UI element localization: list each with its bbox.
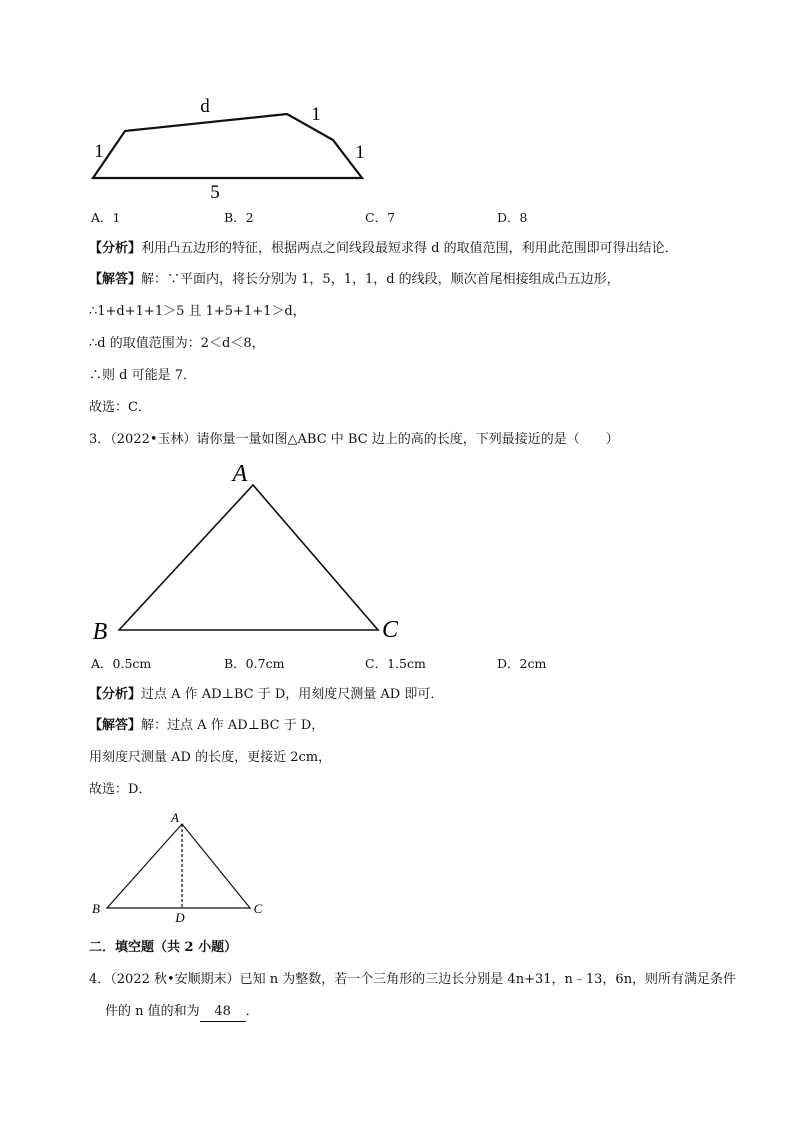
q4-line2-prefix: 件的 n 值的和为 [105, 1004, 200, 1019]
q2-answer-line5: 故选：C． [89, 400, 151, 415]
q2-option-d: D．8 [497, 210, 528, 225]
analysis-text: 过点 A 作 AD⊥BC 于 D，用刻度尺测量 AD 即可． [141, 687, 444, 702]
label-a: A [171, 810, 179, 825]
q4-line2-suffix: ． [245, 1004, 259, 1019]
label-upper-right-1: 1 [311, 104, 321, 125]
triangle-shape [119, 485, 378, 630]
q3-option-d: D．2cm [497, 656, 547, 671]
answer-tag: 【解答】 [89, 718, 142, 733]
q3-answer-line2: 用刻度尺测量 AD 的长度，更接近 2cm， [89, 750, 332, 765]
q2-answer-line2: ∴1+d+1+1＞5 且 1+5+1+1＞d， [89, 304, 306, 319]
small-triangle-shape [107, 824, 250, 908]
q3-analysis [89, 686, 443, 704]
triangle-abc-figure [80, 455, 420, 650]
triangle-altitude-figure [85, 808, 275, 928]
analysis-tag: 【分析】 [89, 687, 142, 702]
q4-answer-blank: 48 [200, 1003, 246, 1022]
q3-option-c: C．1.5cm [365, 656, 426, 671]
q2-analysis [89, 240, 678, 258]
q2-option-b: B．2 [224, 210, 254, 225]
label-a: A [232, 461, 248, 487]
q3-option-a: A．0.5cm [91, 656, 152, 671]
pentagon-figure [80, 90, 380, 210]
label-b: B [92, 901, 100, 916]
q2-answer-line1 [89, 271, 620, 289]
label-c: C [253, 901, 263, 916]
analysis-tag: 【分析】 [89, 241, 142, 256]
q2-option-a: A．1 [91, 210, 121, 225]
q2-option-c: C．7 [365, 210, 396, 225]
q2-answer-line3: ∴d 的取值范围为：2＜d＜8， [89, 336, 265, 351]
analysis-text: 利用凸五边形的特征，根据两点之间线段最短求得 d 的取值范围，利用此范围即可得出结论． [141, 241, 678, 256]
label-d: D [175, 910, 185, 925]
q4-line1: 4．（2022 秋•安顺期末）已知 n 为整数，若一个三角形的三边长分别是 4n+31，n﹣13，6n，则所有满足条件 [89, 972, 737, 987]
q3-answer-line1 [89, 717, 324, 735]
q2-answer-line4: ∴则 d 可能是 7． [89, 368, 196, 383]
answer-tag: 【解答】 [89, 272, 142, 287]
label-5: 5 [210, 182, 220, 203]
q4-line2 [105, 1003, 259, 1022]
answer-text: 解：过点 A 作 AD⊥BC 于 D， [141, 718, 325, 733]
label-c: C [381, 617, 399, 643]
label-left-1: 1 [94, 141, 104, 162]
label-b: B [92, 619, 108, 645]
label-right-1: 1 [355, 142, 365, 163]
q3-option-b: B．0.7cm [224, 656, 285, 671]
q3-answer-line3: 故选：D． [89, 782, 152, 797]
pentagon-shape [93, 114, 362, 178]
answer-text: 解：∵平面内，将长分别为 1，5，1，1，d 的线段，顺次首尾相接组成凸五边形， [141, 272, 620, 287]
label-d: d [200, 96, 210, 117]
q3-stem: 3．（2022•玉林）请你量一量如图△ABC 中 BC 边上的高的长度，下列最接近的是（ ） [89, 432, 619, 447]
section-heading: 二．填空题（共 2 小题） [89, 940, 238, 955]
